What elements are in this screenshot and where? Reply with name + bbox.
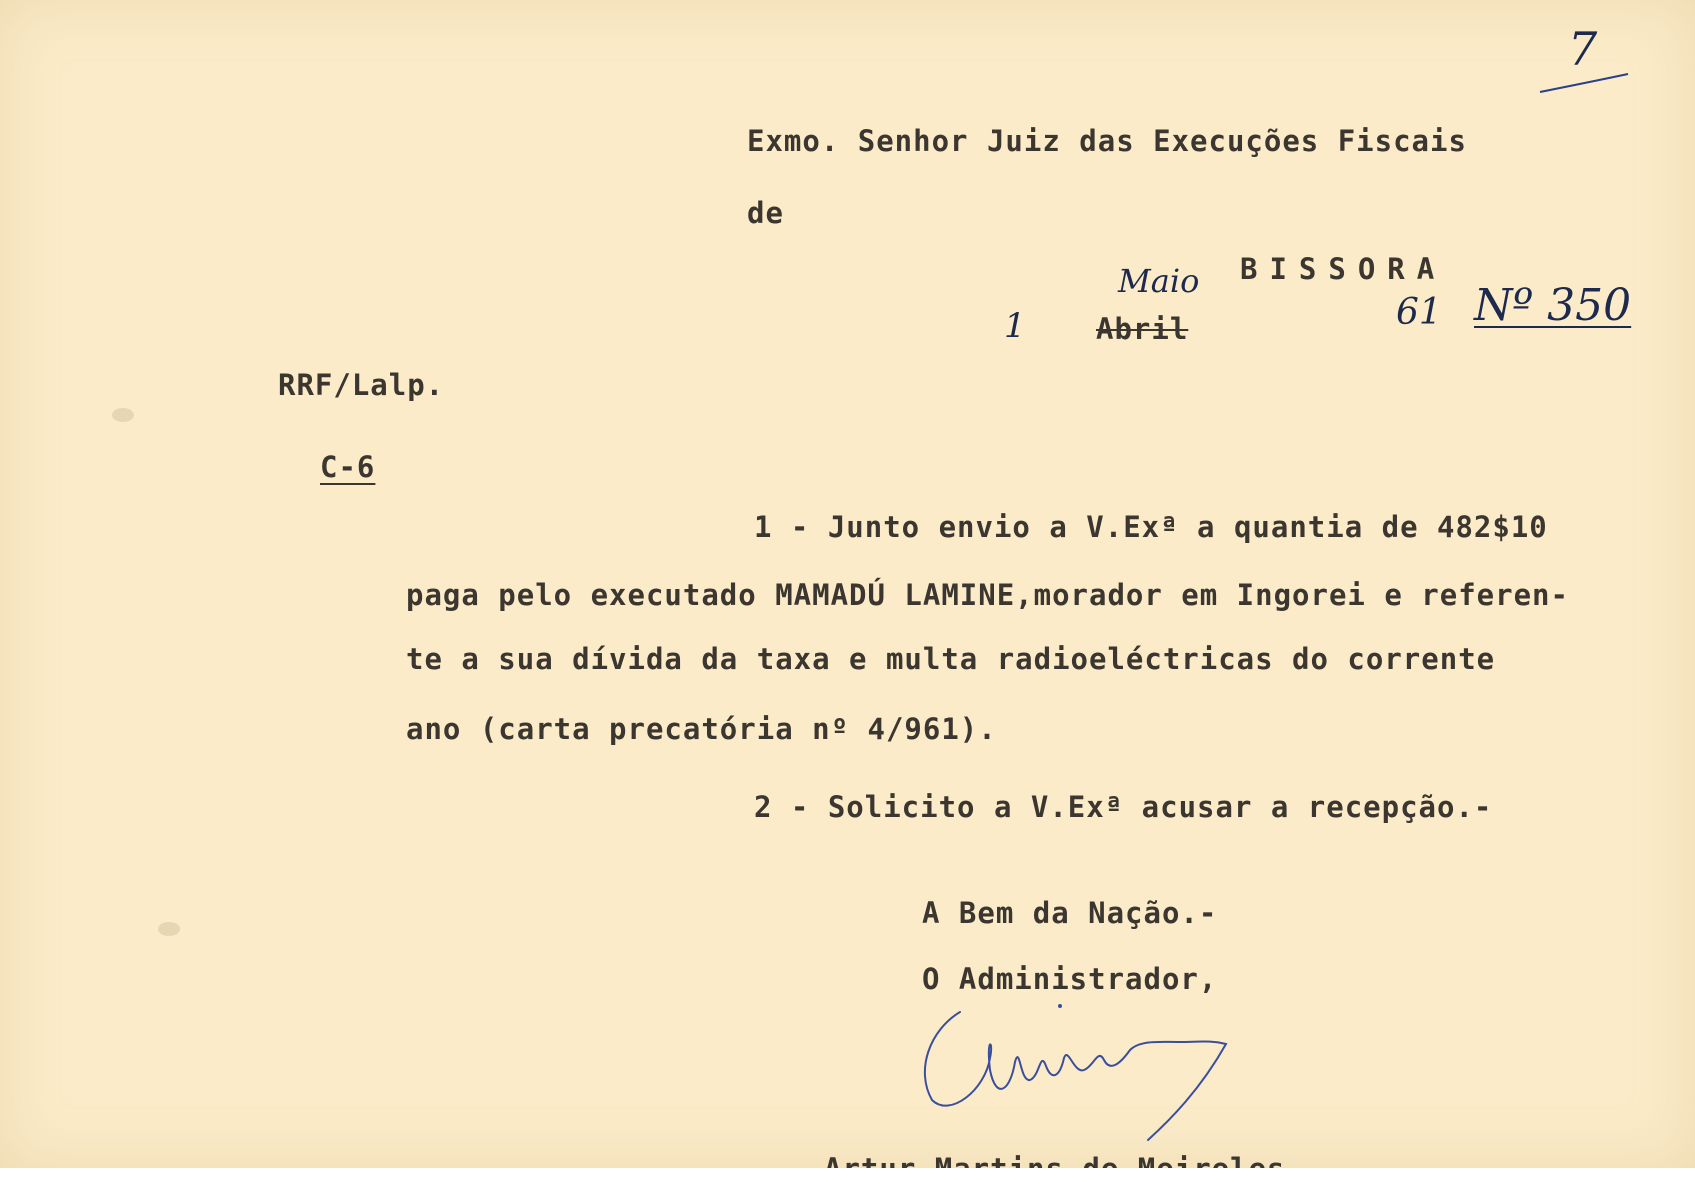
folio-number: 7 bbox=[1568, 22, 1598, 76]
handwritten-month: Maio bbox=[1118, 262, 1200, 300]
handwritten-year: 61 bbox=[1396, 292, 1442, 333]
closing-title: O Administrador, bbox=[922, 962, 1218, 996]
address-line-1: Exmo. Senhor Juiz das Execuções Fiscais bbox=[747, 124, 1467, 158]
body-paragraph-2: 2 - Solicito a V.Exª acusar a recepção.- bbox=[754, 790, 1493, 824]
struck-month: Abril bbox=[1096, 312, 1189, 346]
closing-salutation: A Bem da Nação.- bbox=[922, 896, 1218, 930]
document-number: Nº 350 bbox=[1474, 280, 1632, 331]
body-paragraph-1-line-3: te a sua dívida da taxa e multa radioeléctricas do corrente bbox=[406, 642, 1496, 676]
body-paragraph-1-line-1: 1 - Junto envio a V.Exª a quantia de 482$10 bbox=[754, 510, 1548, 544]
body-paragraph-1-line-4: ano (carta precatória nº 4/961). bbox=[406, 712, 997, 746]
address-line-2: de bbox=[747, 196, 784, 230]
address-place: BISSORA bbox=[1240, 252, 1447, 286]
section-code: C-6 bbox=[320, 450, 376, 484]
reference-code: RRF/Lalp. bbox=[278, 368, 445, 402]
handwritten-day: 1 bbox=[1004, 306, 1026, 346]
scan-border bbox=[0, 1168, 1695, 1182]
body-paragraph-1-line-2: paga pelo executado MAMADÚ LAMINE,morador em Ingorei e referen- bbox=[406, 578, 1569, 612]
